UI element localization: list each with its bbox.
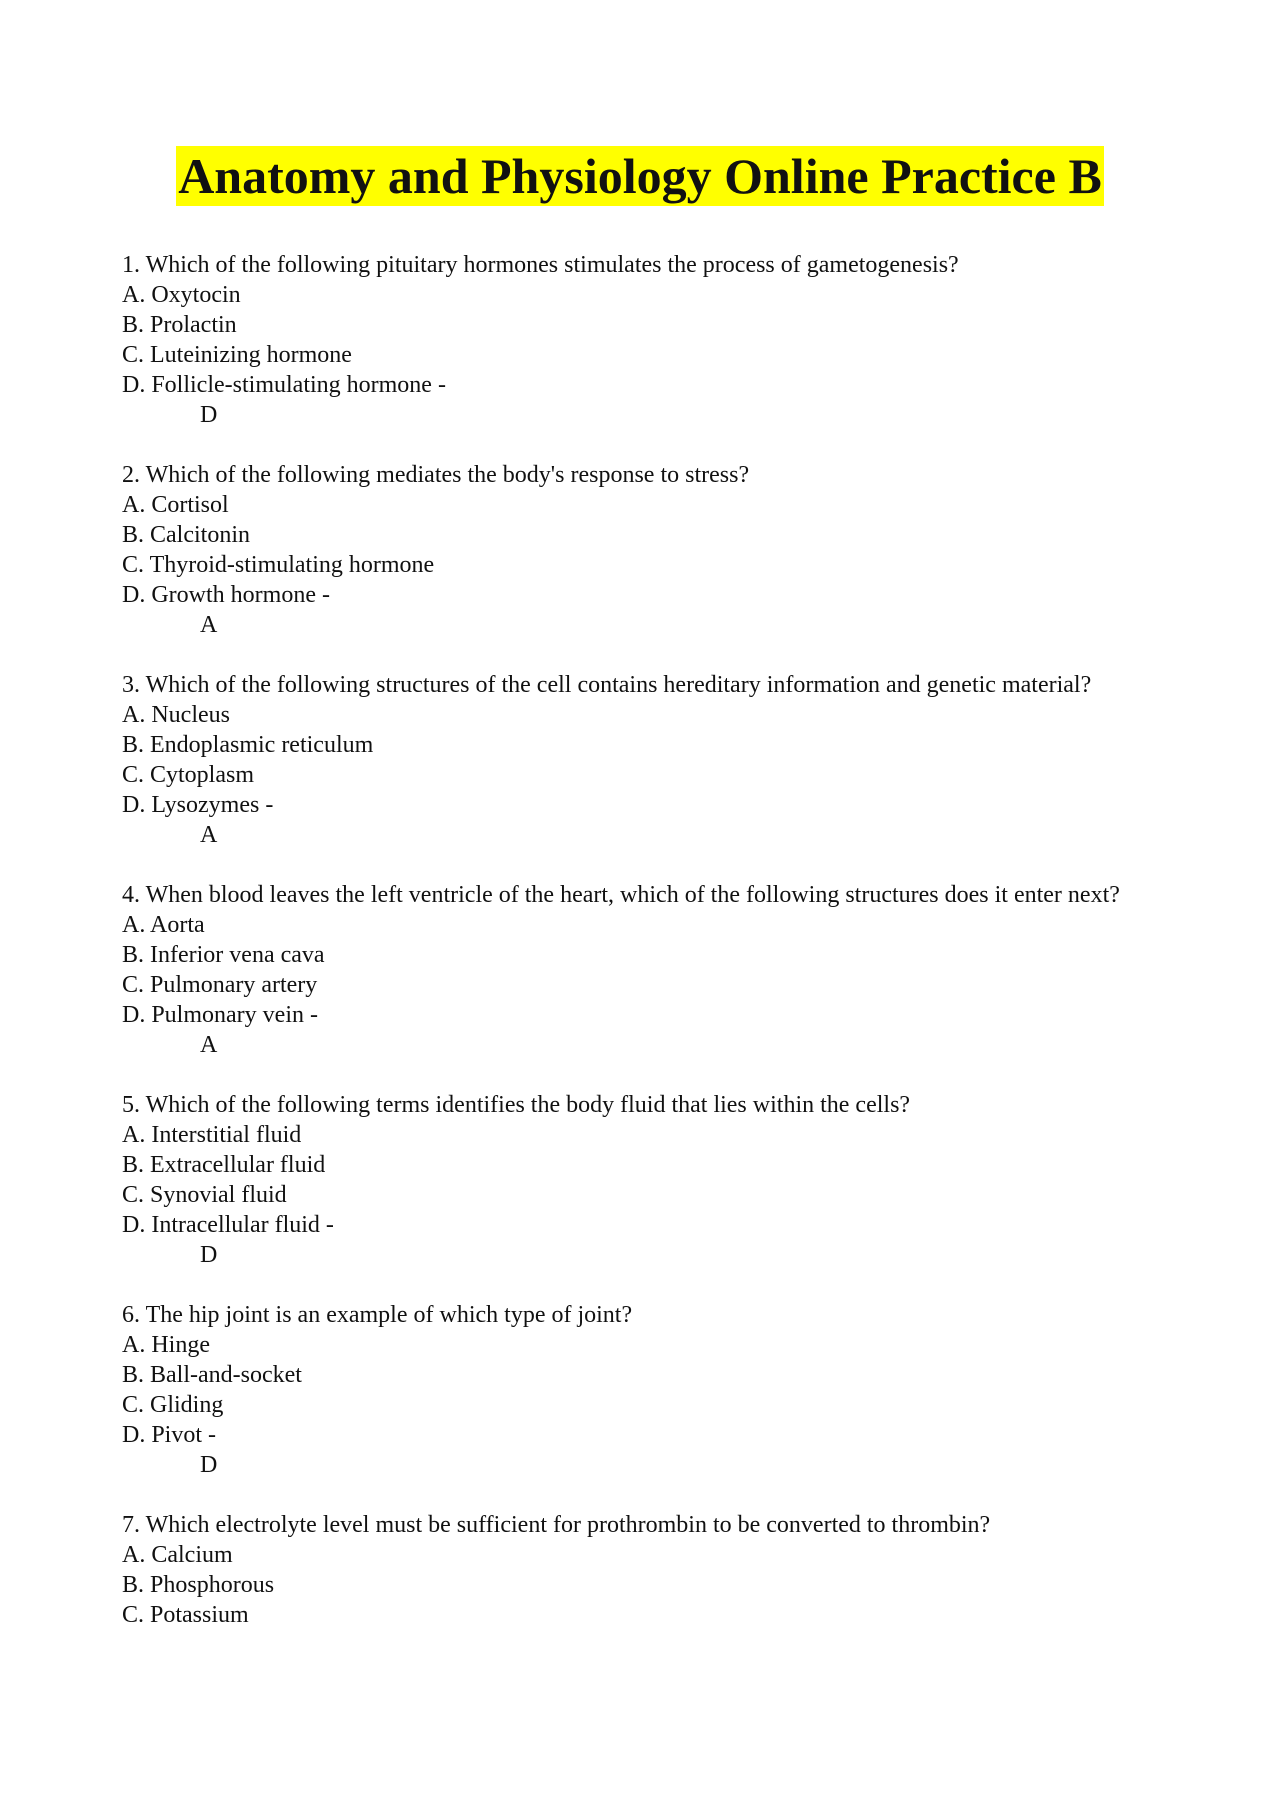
question-block [122, 1090, 1162, 1270]
option-d: D. Pivot - [122, 1422, 217, 1448]
option-d: D. Intracellular fluid - [122, 1212, 334, 1238]
option-list [122, 280, 1162, 400]
option-list [122, 490, 1162, 610]
answer-key: A [200, 612, 218, 638]
answer-key: D [200, 1242, 218, 1268]
option-c: C. Potassium [122, 1602, 249, 1628]
option-list [122, 910, 1162, 1030]
option-c: C. Luteinizing hormone [122, 342, 352, 368]
option-c: C. Cytoplasm [122, 762, 255, 788]
option-a: A. Cortisol [122, 492, 229, 518]
option-list [122, 700, 1162, 820]
option-c: C. Thyroid-stimulating hormone [122, 552, 435, 578]
option-c: C. Pulmonary artery [122, 972, 318, 998]
option-a: A. Aorta [122, 912, 205, 938]
question-text: 4. When blood leaves the left ventricle of the heart, which of the following structures does it enter next? [122, 882, 1120, 908]
question-text: 5. Which of the following terms identifies the body fluid that lies within the cells? [122, 1092, 911, 1118]
option-a: A. Calcium [122, 1542, 233, 1568]
question-block [122, 880, 1162, 1060]
title-container [0, 146, 1280, 206]
option-a: A. Oxytocin [122, 282, 241, 308]
option-b: B. Prolactin [122, 312, 237, 338]
question-block [122, 1300, 1162, 1480]
question-text: 6. The hip joint is an example of which type of joint? [122, 1302, 633, 1328]
option-c: C. Gliding [122, 1392, 224, 1418]
option-d: D. Follicle-stimulating hormone - [122, 372, 446, 398]
option-b: B. Endoplasmic reticulum [122, 732, 374, 758]
question-text: 7. Which electrolyte level must be sufficient for prothrombin to be converted to thrombin? [122, 1512, 991, 1538]
option-a: A. Nucleus [122, 702, 230, 728]
option-c: C. Synovial fluid [122, 1182, 287, 1208]
question-block [122, 670, 1162, 850]
answer-key: D [200, 1452, 218, 1478]
answer-key: A [200, 822, 218, 848]
option-list [122, 1120, 1162, 1240]
question-text: 3. Which of the following structures of the cell contains hereditary information and genetic material? [122, 672, 1092, 698]
option-b: B. Inferior vena cava [122, 942, 325, 968]
option-b: B. Extracellular fluid [122, 1152, 326, 1178]
document-title: Anatomy and Physiology Online Practice B [178, 148, 1102, 204]
option-b: B. Calcitonin [122, 522, 250, 548]
question-block [122, 250, 1162, 430]
option-d: D. Pulmonary vein - [122, 1002, 318, 1028]
option-d: D. Growth hormone - [122, 582, 330, 608]
option-a: A. Interstitial fluid [122, 1122, 302, 1148]
option-a: A. Hinge [122, 1332, 210, 1358]
option-list [122, 1330, 1162, 1450]
option-b: B. Ball-and-socket [122, 1362, 302, 1388]
question-text: 2. Which of the following mediates the body's response to stress? [122, 462, 750, 488]
question-block [122, 460, 1162, 640]
option-d: D. Lysozymes - [122, 792, 274, 818]
answer-key: A [200, 1032, 218, 1058]
question-text: 1. Which of the following pituitary hormones stimulates the process of gametogenesis? [122, 252, 959, 278]
option-list [122, 1540, 1162, 1630]
option-b: B. Phosphorous [122, 1572, 275, 1598]
answer-key: D [200, 402, 218, 428]
question-block [122, 1510, 1162, 1630]
question-list [122, 250, 1162, 1660]
